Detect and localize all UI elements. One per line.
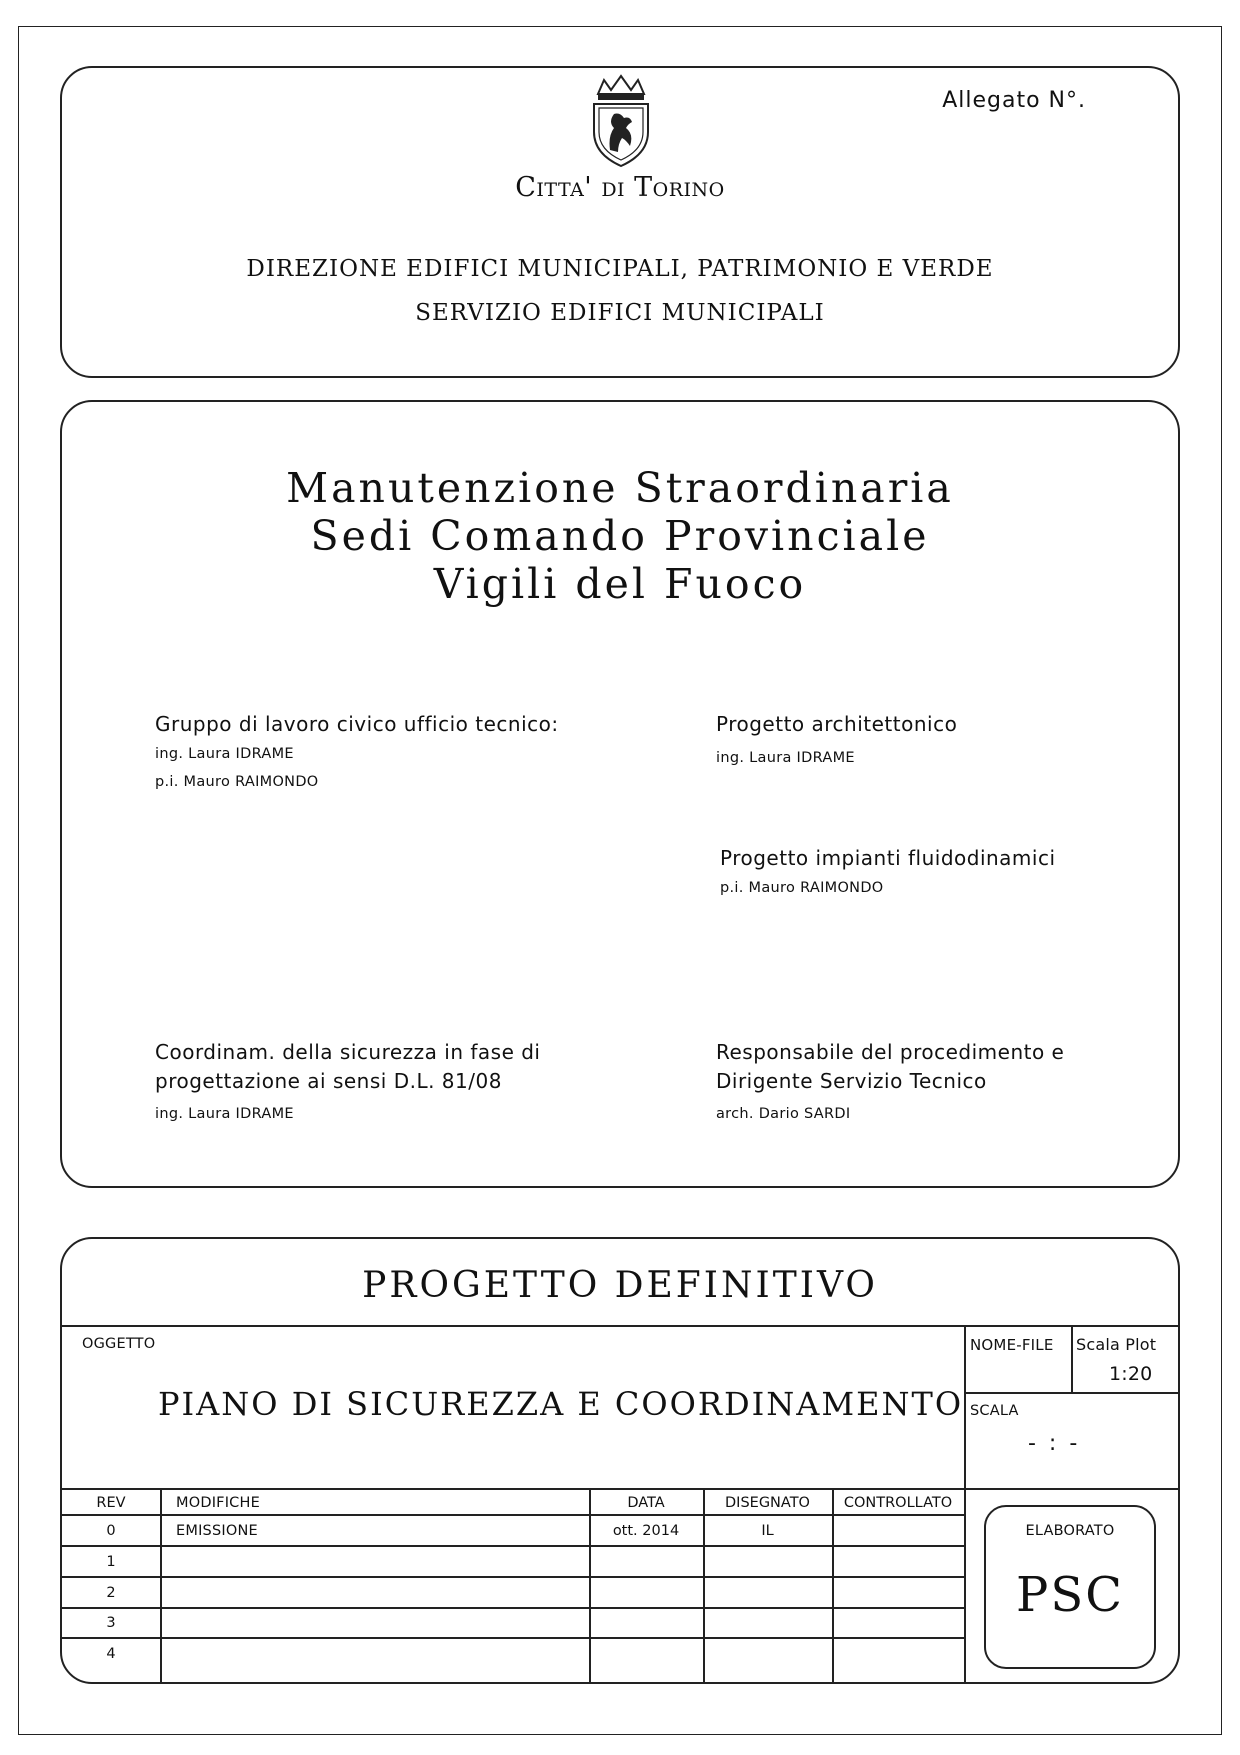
project-title-line-2: Sedi Comando Provinciale <box>310 512 930 560</box>
rev-cell: 2 <box>106 1585 116 1601</box>
responsabile-label-line-1: Responsabile del procedimento e <box>716 1040 1065 1064</box>
divider <box>703 1488 705 1684</box>
architettonico-name: ing. Laura IDRAME <box>716 750 855 766</box>
divider <box>62 1607 964 1609</box>
oggetto-value: PIANO DI SICUREZZA E COORDINAMENTO <box>158 1385 964 1423</box>
column-header-disegnato: DISEGNATO <box>725 1495 810 1511</box>
phase-title: PROGETTO DEFINITIVO <box>362 1265 878 1306</box>
divider <box>589 1488 591 1684</box>
disegnato-cell: IL <box>761 1523 774 1539</box>
coordinamento-label-line-1: Coordinam. della sicurezza in fase di <box>155 1040 541 1064</box>
rev-cell: 1 <box>106 1554 116 1570</box>
project-title-line-3: Vigili del Fuoco <box>433 560 807 608</box>
divider <box>62 1637 964 1639</box>
column-header-rev: REV <box>96 1495 126 1511</box>
nome-file-label: NOME-FILE <box>970 1336 1054 1354</box>
divider <box>832 1488 834 1684</box>
allegato-label: Allegato N°. <box>942 88 1086 113</box>
divider <box>964 1325 966 1684</box>
project-title-line-1: Manutenzione Straordinaria <box>286 464 954 512</box>
architettonico-label: Progetto architettonico <box>716 712 958 736</box>
column-header-modifiche: MODIFICHE <box>176 1495 260 1511</box>
scala-label: SCALA <box>970 1403 1019 1419</box>
impianti-label: Progetto impianti fluidodinamici <box>720 846 1056 870</box>
divider <box>62 1576 964 1578</box>
divider <box>1071 1325 1073 1392</box>
scala-value: - : - <box>1028 1431 1081 1456</box>
elaborato-code: PSC <box>1016 1567 1124 1623</box>
header-panel <box>60 66 1180 378</box>
elaborato-label: ELABORATO <box>1025 1523 1115 1539</box>
oggetto-label: OGGETTO <box>82 1336 156 1352</box>
rev-cell: 4 <box>106 1646 116 1662</box>
column-header-data: DATA <box>627 1495 665 1511</box>
modifiche-cell: EMISSIONE <box>176 1523 258 1539</box>
gruppo-member-2: p.i. Mauro RAIMONDO <box>155 774 319 790</box>
data-cell: ott. 2014 <box>612 1523 680 1539</box>
divider <box>62 1514 964 1516</box>
scala-plot-value: 1:20 <box>1109 1363 1153 1385</box>
coordinamento-name: ing. Laura IDRAME <box>155 1106 294 1122</box>
divider <box>62 1325 1178 1327</box>
divider <box>160 1488 162 1684</box>
gruppo-member-1: ing. Laura IDRAME <box>155 746 294 762</box>
divider <box>62 1488 1178 1490</box>
title-block <box>60 1237 1180 1684</box>
direction-title: DIREZIONE EDIFICI MUNICIPALI, PATRIMONIO E VERDE <box>246 256 994 282</box>
divider <box>62 1545 964 1547</box>
scala-plot-label: Scala Plot <box>1076 1335 1157 1354</box>
column-header-controllato: CONTROLLATO <box>843 1495 953 1511</box>
impianti-name: p.i. Mauro RAIMONDO <box>720 880 884 896</box>
coordinamento-label-line-2: progettazione ai sensi D.L. 81/08 <box>155 1069 502 1093</box>
elaborato-box <box>984 1505 1156 1669</box>
service-title: SERVIZIO EDIFICI MUNICIPALI <box>415 300 825 326</box>
gruppo-label: Gruppo di lavoro civico ufficio tecnico: <box>155 712 559 736</box>
rev-cell: 0 <box>106 1523 116 1539</box>
rev-cell: 3 <box>106 1615 116 1631</box>
project-panel <box>60 400 1180 1188</box>
responsabile-label-line-2: Dirigente Servizio Tecnico <box>716 1069 987 1093</box>
city-name: Citta' di Torino <box>515 172 725 203</box>
divider <box>964 1392 1178 1394</box>
torino-coat-of-arms-icon <box>584 72 658 168</box>
responsabile-name: arch. Dario SARDI <box>716 1106 851 1122</box>
